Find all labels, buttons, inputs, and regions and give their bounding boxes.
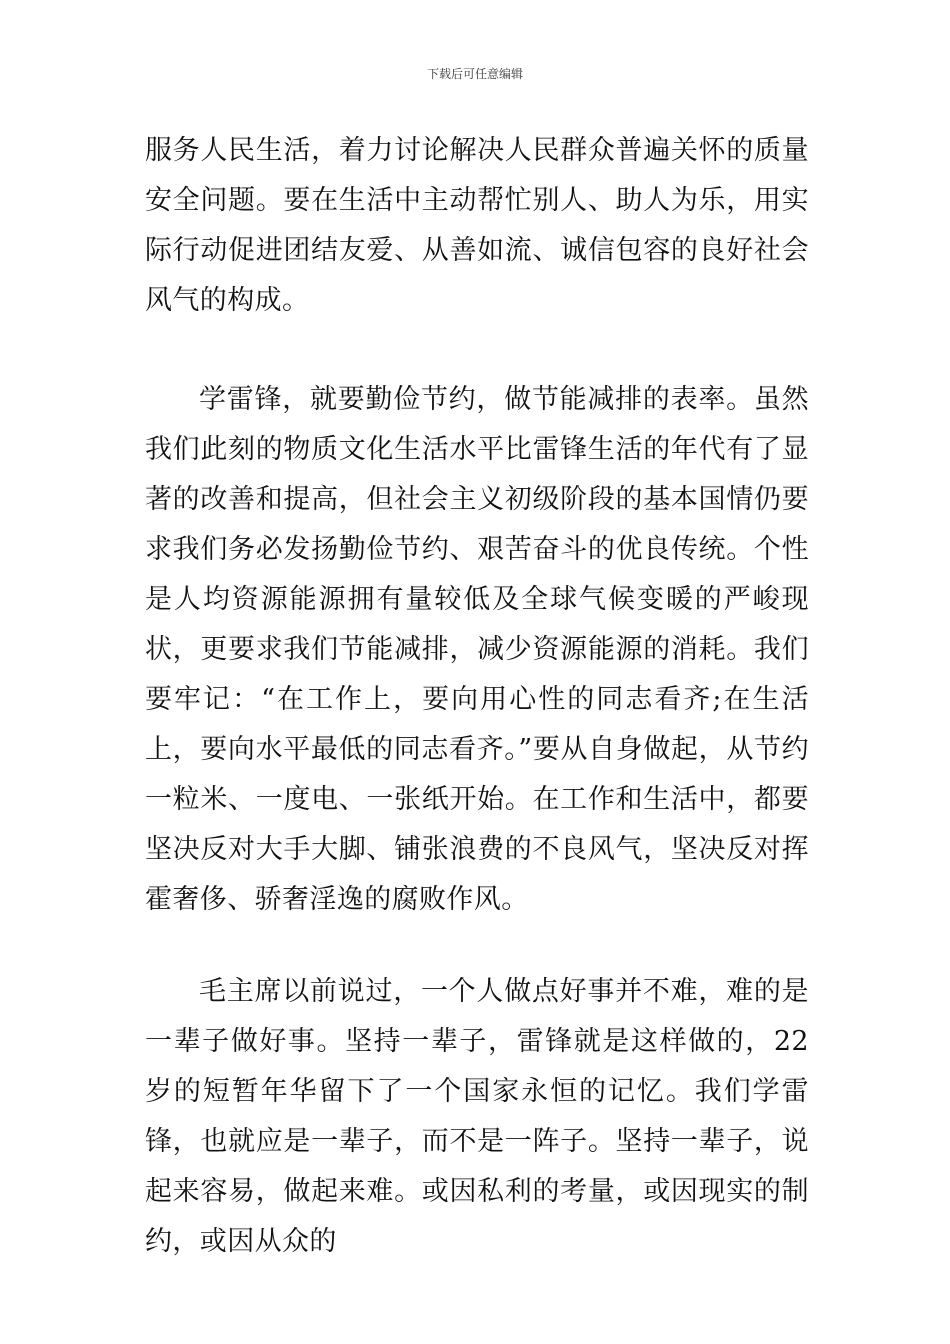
paragraph-1: 服务人民生活，着力讨论解决人民群众普遍关怀的质量安全问题。要在生活中主动帮忙别人、助人为乐，用实际行动促进团结友爱、从善如流、诚信包容的良好社会风气的构成。 bbox=[145, 135, 809, 316]
page-header-note: 下载后可任意编辑 bbox=[426, 67, 523, 81]
paragraph-2: 学雷锋，就要勤俭节约，做节能减排的表率。虽然我们此刻的物质文化生活水平比雷锋生活的年代有了显著的改善和提高，但社会主义初级阶段的基本国情仍要求我们务必发扬勤俭节约、艰苦奋斗的优良传统。个性是人均资源能源拥有量较低及全球气候变暖的严峻现状，更要求我们节能减排，减少资源能源的消耗。我们要牢记：“在工作上，要向用心性的同志看齐;在生活上，要向水平最低的同志看齐。”要从自身做起，从节约一粒米、一度电、一张纸开始。在工作和生活中，都要坚决反对大手大脚、铺张浪费的不良风气，坚决反对挥霍奢侈、骄奢淫逸的腐败作风。 bbox=[145, 384, 809, 915]
paragraph-3: 毛主席以前说过，一个人做点好事并不难，难的是一辈子做好事。坚持一辈子，雷锋就是这样做的，22岁的短暂年华留下了一个国家永恒的记忆。我们学雷锋，也就应是一辈子，而不是一阵子。坚持一辈子，说起来容易，做起来难。或因私利的考量，或因现实的制约，或因从众的 bbox=[145, 976, 809, 1257]
